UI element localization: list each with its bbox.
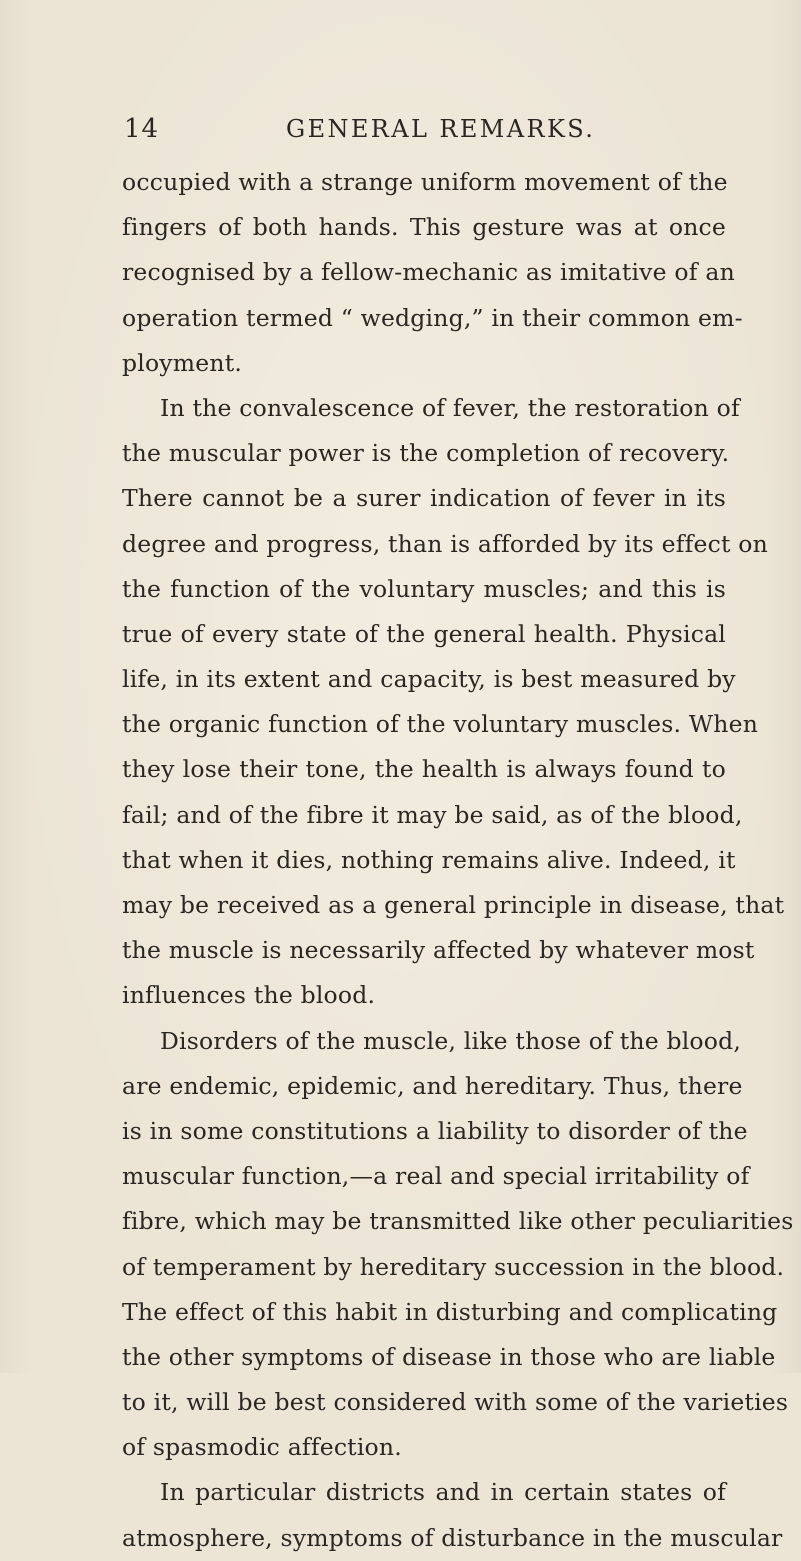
text-line: In the convalescence of fever, the restoration of [160,393,740,422]
text-line: are endemic, epidemic, and hereditary. Thus, there [122,1071,743,1100]
text-line: The effect of this habit in disturbing and complicating [122,1297,778,1326]
text-line: occupied with a strange uniform movement of the [122,168,728,196]
text-line: the function of the voluntary muscles; and this is [122,574,726,603]
page-number: 14 [124,114,160,144]
text-line: fibre, which may be transmitted like other peculiarities [122,1207,794,1236]
text-line: In particular districts and in certain states of [160,1478,726,1507]
text-line: recognised by a fellow-mechanic as imitative of an [122,258,735,287]
running-title: GENERAL REMARKS. [286,115,596,143]
body-text [122,160,794,1561]
text-line: fingers of both hands. This gesture was at once [122,213,726,242]
text-line: the muscular power is the completion of recovery. [122,439,730,468]
text-line: to it, will be best considered with some of the varieties [122,1388,789,1417]
text-line: of spasmodic affection. [122,1433,402,1462]
text-line: influences the blood. [122,981,376,1010]
text-line: the muscle is necessarily affected by whatever most [122,936,755,965]
text-line: life, in its extent and capacity, is best measured by [122,665,736,694]
text-line: is in some constitutions a liability to disorder of the [122,1116,748,1145]
text-line: may be received as a general principle in disease, that [122,891,785,919]
text-line: Disorders of the muscle, like those of the blood, [160,1026,742,1055]
text-line: degree and progress, than is afforded by its effect on [122,529,768,558]
text-line: There cannot be a surer indication of fever in its [122,484,726,513]
text-line: fail; and of the fibre it may be said, as of the blood, [122,800,743,829]
text-line: the other symptoms of disease in those who are liable [122,1342,776,1371]
text-line: the organic function of the voluntary muscles. When [122,710,759,739]
running-head [124,109,724,149]
text-line: atmosphere, symptoms of disturbance in the muscular [122,1523,783,1552]
text-line: operation termed “ wedging,” in their common em- [122,303,743,332]
text-line: that when it dies, nothing remains alive. Indeed, it [122,845,736,874]
text-line: true of every state of the general health. Physical [122,619,726,648]
text-line: of temperament by hereditary succession in the blood. [122,1252,785,1281]
text-line: muscular function,—a real and special irritability of [122,1162,750,1191]
text-line: ployment. [122,348,243,377]
text-line: they lose their tone, the health is always found to [122,755,726,784]
